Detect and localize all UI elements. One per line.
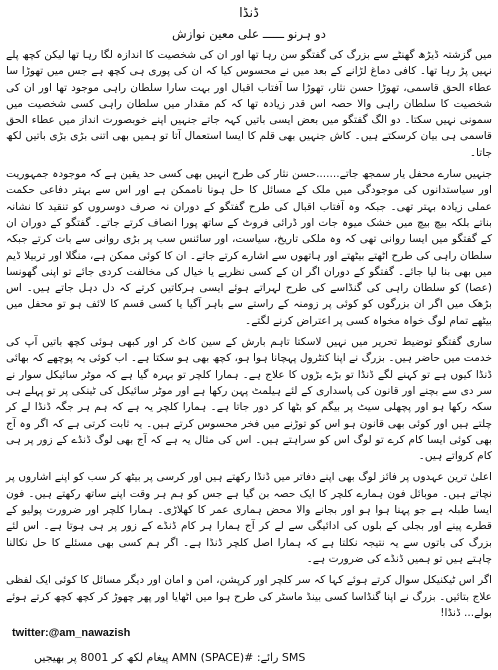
- paragraph: ساری گفتگو توضیط تحریر میں نہیں لاسکتا تاہم بارش کے سین کاٹ کر اور کبھی ہوئی کچھ باتیں آپ کی خدمت میں حاضر ہیں۔ بزرگ نے اپنا کنٹرول پہچانا ہوا ہو، کچھ بھی ہو سکتا ہے۔ اب کوئی یہ پوچھے کہ بھائی ڈنڈا کیوں ہے تو کہنے لگے ڈنڈا تو بڑے بڑوں کا علاج ہے۔ ہمارا کلچر تو بہرہ گیا ہے کہ موٹر سائیکل سوار نے سر دی سے بچنے اور قانون کی پاسداری کے لئے ہیلمٹ پہن رکھا ہے اور موٹر سائیکل کی ٹینکی پر تو پہلے ہی سکہ رکھا ہو اور پچھلی سیٹ پر بیگم کو بٹھا کر دور جاتا ہے۔ ہمارا کلچر یہ ہے کہ ہم ہر جگہ ڈنڈا لے کر چلتے ہیں اور کوئی بھی قانون ہو اس کو توڑنے میں فخر محسوس کرتے ہیں۔ یہ ثابت کرتی ہے کہ اگر وہ آج بھی کوئی ایسا کام کرے تو لوگ اس کو سراہتے ہیں۔ اس کی مثال یہ ہے کہ آج بھی لوگ ڈنڈے کے زور پر ہی کام کرواتے ہیں۔: [6, 336, 492, 463]
- paragraph: میں گزشتہ ڈیڑھ گھنٹے سے بزرگ کی گفتگو سن رہا تھا اور ان کی شخصیت کا اندازہ لگا رہا تھا لیکن کچھ پلے نہیں پڑ رہا تھا۔ کافی دماغ لڑانے کے بعد میں نے محسوس کیا کہ ان کی پوری ہی کچھ ہے جس میں تھوڑا سا عطاء الحق قاسمی، تھوڑا حسن نثار، تھوڑا سا آفتاب اقبال اور بہت سارا سلطان راہی موجود تھا اور ان کی شخصیت کا سلطان راہی والا حصہ اس قدر زیادہ تھا کہ کم مقدار میں سلطان راہی کسی شخصیت میں سمونی نہیں سکتا۔ دو الگ گفتگو میں بعض ایسی باتیں کہہ جاتے جنہیں اپنے خوبصورت انداز میں عطاء الحق قاسمی ہی بیان کرسکتے ہیں۔ کاش جنہیں بھی قلم کا ایسا استعمال آتا تو ہمیں بھی اتنی بڑی بڑی باتیں لکھ جاتا۔: [6, 49, 492, 159]
- article-byline: [6, 26, 492, 42]
- twitter-handle: twitter:@am_nawazish: [12, 627, 131, 640]
- paragraph: اعلیٰ ترین عہدوں پر فائز لوگ بھی اپنے دفاتر میں ڈنڈا رکھتے ہیں اور کرسی پر بیٹھ کر سب کو اپنے اشاروں پر نچاتے ہیں۔ موبائل فون ہمارے کلچر کا ایک حصہ بن گیا ہے جس کو ہم ہر وقت اپنے ساتھ رکھتے ہیں۔ فون ایسا طبلہ ہے جو پہنا ہوا ہو اور بجانے والا محض ہماری عمر کا کھلاڑی۔ ہمارا کلچر اور ضرورت پولیو کے قطرے پینے اور بجلی کے بلوں کی ادائیگی سے لے کر آج ہمارا ہر کام ڈنڈے کے زور پر ہی ہوتا ہے۔ اس لئے بزرگ کی باتوں سے یہ نتیجہ نکلتا ہے کہ ہمارا اصل کلچر ڈنڈا ہے۔ اگر ہم کسی بھی مسئلے کا حل نکالنا چاہتے ہیں تو ہمیں ڈنڈے کی ضرورت ہے۔: [6, 471, 492, 565]
- article-body: [6, 47, 492, 621]
- sms-instructions: SMS رائے: #AMN (SPACE) پیغام لکھ کر 8001 پر بھیجیں: [34, 651, 306, 665]
- article-title: ڈنڈا: [239, 6, 259, 21]
- byline-prefix: دو ہرنو ــــــ: [262, 27, 326, 41]
- paragraph: اگر اس ٹیکنیکل سوال کرتے ہوئے کہا کہ سر کلچر اور کرپشن، امن و امان اور دیگر مسائل کا کوئی ایک لفظی علاج بتائیں۔ بزرگ نے اپنا گنڈاسا کسی بینڈ ماسٹر کی طرح ہوا میں اٹھایا اور پھر چھوڑ کر کچھ کچھ کرتے ہوئے بولے... ڈنڈا!: [6, 574, 492, 619]
- author-name: علی معین نوازش: [172, 27, 260, 41]
- paragraph: جنہیں سارے محفل یار سمجھ جاتے.......حسن نثار کی طرح انہیں بھی کسی حد یقین ہے کہ موجودہ جمہوریت اور سیاستدانوں کی موجودگی میں ملک کے مسائل کا حل ہونا ناممکن ہے اور اس سے بہتر دفاعی حکمت عملی زیادہ بہتر تھی۔ جبکہ وہ آفتاب اقبال کی طرح گفتگو کے دوران نہ صرف دوسروں کو تنقید کا نشانہ بناتے بلکہ بیچ بیچ میں خشک میوہ جات اور ڈرائی فروٹ کے ساتھ پورا انصاف کرتے جاتے۔ گفتگو کے دوران ان کے گفتگو میں ایسا روانی تھی کہ وہ ملکی تاریخ، سیاست، اور سائنس سب پر بڑی روانی سے بات کرتے جبکہ سلطان راہی کی طرح اٹھتے بیٹھتے اور ہاتھوں سے اشارے کرتے جاتے۔ ان کا کوئی ممکن ہے، منگلا اور تربیلا ڈیم میں بھی بنا لیا جائے۔ گفتگو کے دوران اگر ان کے کسی نظریے یا خیال کی مخالفت کردی جائے تو اپنی گھونسا (عصا) کو سلطان راہی کی گنڈاسے کی طرح لہراتے ہوئے ایسی ہرکاتیں کرتے کہ دل دہل جاتے ہیں۔ اس بڑھک میں اگر ان بزرگوں کو کوئی پر زومنہ کے راستے سے باہر آگیا یا کسی قسم کا لائف ہو تو محفل میں بیٹھے تمام لوگ خواہ مخواہ کسی پر اعتراض کرنے لگتے۔: [6, 168, 492, 327]
